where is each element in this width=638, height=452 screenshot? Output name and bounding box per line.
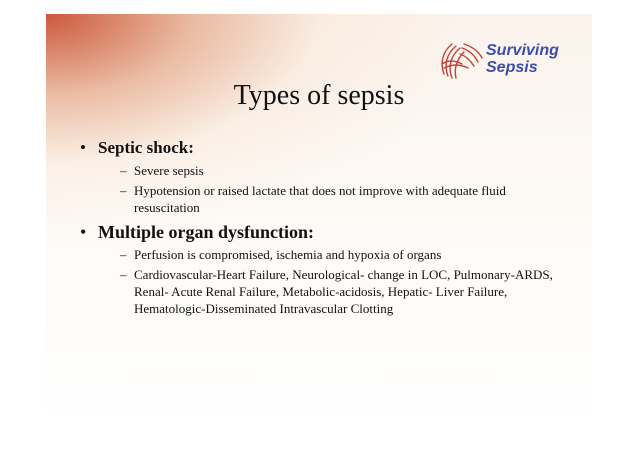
- bullet-heading: Multiple organ dysfunction:: [98, 222, 315, 242]
- logo-line-2: Sepsis: [486, 59, 538, 76]
- bullet-multiple-organ-dysfunction: [80, 222, 560, 242]
- sub-item-text: Hypotension or raised lactate that does not improve with adequate fluid resuscitation: [134, 183, 506, 215]
- sub-item-text: Cardiovascular-Heart Failure, Neurological- change in LOC, Pulmonary-ARDS, Renal- Acute Renal Failure, Metabolic-acidosis, Hepatic- Liver Failure, Hematologic-Disseminated Intravascular Clotting: [134, 267, 553, 316]
- slide-title: Types of sepsis: [233, 80, 405, 111]
- dash-icon: –: [120, 163, 127, 178]
- sub-item-text: Perfusion is compromised, ischemia and hypoxia of organs: [134, 247, 442, 262]
- slide-content: [80, 138, 560, 320]
- sub-item: [80, 266, 560, 317]
- dash-icon: –: [120, 267, 127, 282]
- slide: [46, 14, 592, 424]
- sub-item-text: Severe sepsis: [134, 163, 204, 178]
- bullet-icon: •: [80, 138, 86, 157]
- sub-item: [80, 182, 560, 216]
- sub-list: [80, 246, 560, 317]
- sub-list: [80, 162, 560, 216]
- logo-line-1: Surviving: [486, 42, 559, 59]
- bullet-heading: Septic shock:: [98, 138, 194, 157]
- sub-item: [80, 246, 560, 263]
- bullet-septic-shock: [80, 138, 560, 158]
- sub-item: [80, 162, 560, 179]
- dash-icon: –: [120, 183, 127, 198]
- logo-text: [486, 42, 559, 76]
- dash-icon: –: [120, 247, 127, 262]
- bullet-icon: •: [80, 222, 87, 242]
